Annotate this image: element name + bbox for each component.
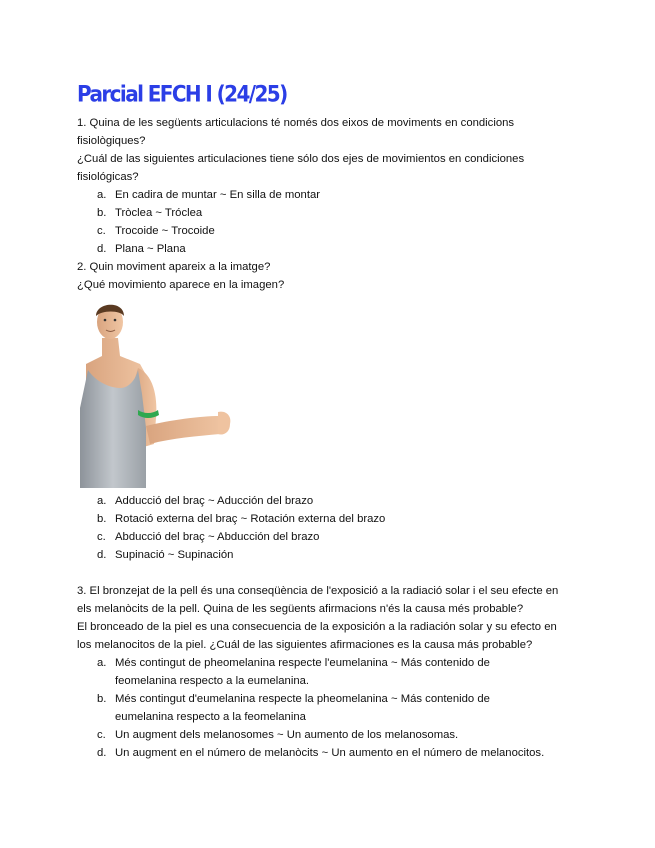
q2-option-a: [97, 492, 313, 510]
option-text: Més contingut de pheomelanina respecte l'eumelanina ~ Más contenido de: [115, 657, 490, 669]
q2-option-d: [97, 546, 233, 564]
option-text: Rotació externa del braç ~ Rotación externa del brazo: [115, 513, 386, 525]
option-letter: d.: [97, 549, 107, 561]
q3-option-b: [97, 690, 490, 708]
option-text: Supinació ~ Supinación: [115, 549, 234, 561]
option-letter: a.: [97, 189, 107, 201]
q1-option-a: [97, 186, 320, 204]
option-letter: c.: [97, 225, 106, 237]
option-letter: b.: [97, 693, 107, 705]
q1-text-ca-2: fisiològiques?: [77, 135, 146, 147]
q1-option-b: [97, 204, 202, 222]
q3-option-a-continuation: feomelanina respecto a la eumelanina.: [115, 675, 310, 687]
option-letter: c.: [97, 729, 106, 741]
document-title: Parcial EFCH I (24/25): [77, 80, 287, 107]
q2-text-ca: 2. Quin moviment apareix a la imatge?: [77, 261, 271, 273]
option-text: Més contingut d'eumelanina respecte la pheomelanina ~ Más contenido de: [115, 693, 490, 705]
option-text: Abducció del braç ~ Abducción del brazo: [115, 531, 320, 543]
option-text: Trocoide ~ Trocoide: [115, 225, 215, 237]
q3-option-b-continuation: eumelanina respecto a la feomelanina: [115, 711, 306, 723]
q3-text-ca-1: 3. El bronzejat de la pell és una conseqüència de l'exposició a la radiació solar i el seu efecte en: [77, 585, 559, 597]
q3-option-c: [97, 726, 458, 744]
option-text: Tròclea ~ Tróclea: [115, 207, 203, 219]
q3-text-es-1: El bronceado de la piel es una consecuencia de la exposición a la radiación solar y su efecto en: [77, 621, 557, 633]
option-letter: a.: [97, 495, 107, 507]
option-text: Plana ~ Plana: [115, 243, 186, 255]
q2-option-c: [97, 528, 319, 546]
option-text: Adducció del braç ~ Aducción del brazo: [115, 495, 314, 507]
q3-option-d: [97, 744, 544, 762]
q1-text-ca-1: 1. Quina de les següents articulacions té només dos eixos de moviments en condicions: [77, 117, 515, 129]
q3-option-a: [97, 654, 490, 672]
option-letter: b.: [97, 207, 107, 219]
option-letter: d.: [97, 243, 107, 255]
option-text: Un augment en el número de melanòcits ~ Un aumento en el número de melanocitos.: [115, 747, 545, 759]
q2-option-b: [97, 510, 385, 528]
q1-option-c: [97, 222, 215, 240]
q3-text-es-2: los melanocitos de la piel. ¿Cuál de las siguientes afirmaciones es la causa más probable?: [77, 639, 533, 651]
option-letter: c.: [97, 531, 106, 543]
option-letter: b.: [97, 513, 107, 525]
q1-option-d: [97, 240, 186, 258]
q1-text-es-1: ¿Cuál de las siguientes articulaciones tiene sólo dos ejes de movimientos en condiciones: [77, 153, 525, 165]
option-letter: d.: [97, 747, 107, 759]
option-text: Un augment dels melanosomes ~ Un aumento de los melanosomas.: [115, 729, 459, 741]
option-text: En cadira de muntar ~ En silla de montar: [115, 189, 321, 201]
arm-movement-figure: [80, 298, 232, 488]
q1-text-es-2: fisiológicas?: [77, 171, 139, 183]
q3-text-ca-2: els melanòcits de la pell. Quina de les següents afirmacions n'és la causa més probable?: [77, 603, 524, 615]
option-letter: a.: [97, 657, 107, 669]
q2-text-es: ¿Qué movimiento aparece en la imagen?: [77, 279, 285, 291]
